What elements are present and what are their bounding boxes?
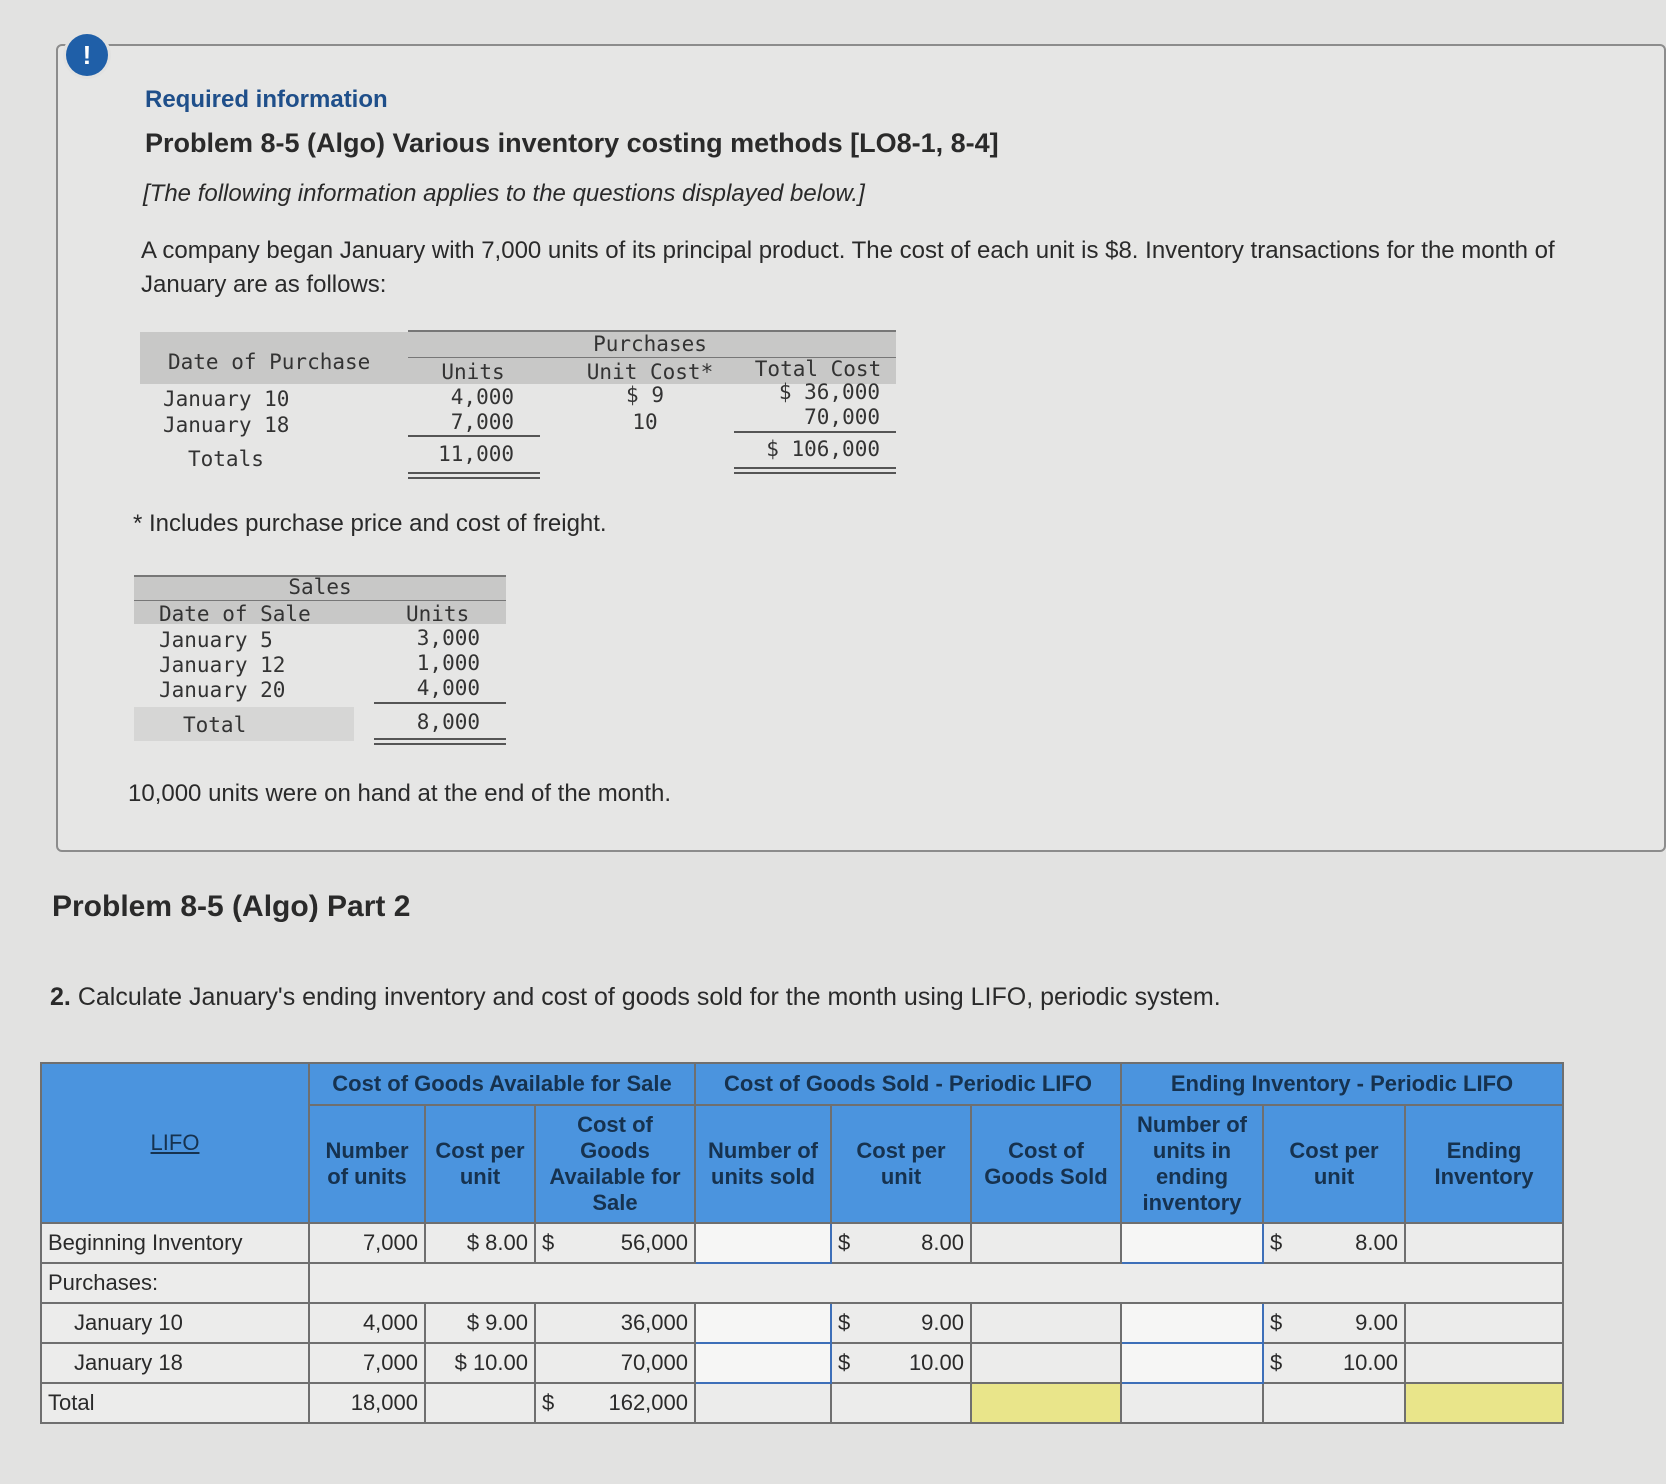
intro-text: A company began January with 7,000 units of its principal product. The cost of each unit is $8. Inventory transactions for the month of January are as follows: — [141, 237, 1555, 298]
col-cost-of-goods-sold: Cost of Goods Sold — [971, 1105, 1121, 1223]
sold-cost-cell — [831, 1343, 971, 1383]
table-row — [41, 1343, 1563, 1383]
purchase-row-units: 4,000 — [450, 385, 514, 409]
col-sold-cost-per-unit: Cost per unit — [831, 1105, 971, 1223]
purchases-group-header: Purchases — [593, 332, 707, 356]
cost-cell: $ 8.00 — [425, 1223, 535, 1263]
cogas-cell — [535, 1223, 695, 1263]
group-available-for-sale: Cost of Goods Available for Sale — [309, 1063, 695, 1105]
units-sold-input[interactable] — [695, 1303, 831, 1343]
cost-cell: $ 9.00 — [425, 1303, 535, 1343]
col-sales-units: Units — [406, 602, 470, 626]
col-date-of-sale: Date of Sale — [159, 602, 311, 626]
alert-icon: ! — [66, 34, 108, 76]
ending-inventory-cell — [1405, 1223, 1563, 1263]
lifo-header-cell — [41, 1063, 309, 1223]
row-label: January 10 — [41, 1303, 309, 1343]
purchase-row-total-cost: $ 36,000 — [778, 380, 880, 404]
cogas-cell: 70,000 — [535, 1343, 695, 1383]
sold-cost-total — [831, 1383, 971, 1423]
row-label: Total — [41, 1383, 309, 1423]
col-total-cost: Total Cost — [754, 357, 882, 381]
group-ending-inventory-periodic-lifo: Ending Inventory - Periodic LIFO — [1121, 1063, 1563, 1105]
table-row — [41, 1303, 1563, 1343]
purchase-row-date: January 18 — [163, 413, 290, 437]
dollar-sign: $ — [838, 1230, 851, 1255]
sold-cost-value: 8.00 — [921, 1230, 964, 1255]
question-text — [50, 983, 1221, 1012]
col-unit-cost: Unit Cost* — [586, 360, 714, 384]
units-cell: 18,000 — [309, 1383, 425, 1423]
question-body: Calculate January's ending inventory and cost of goods sold for the month using LIFO, periodic system. — [77, 983, 1221, 1011]
sale-row-units: 3,000 — [416, 626, 480, 650]
table-row — [41, 1263, 1563, 1303]
part-title: Problem 8-5 (Algo) Part 2 — [52, 890, 411, 923]
dollar-sign: $ — [542, 1230, 555, 1255]
ending-cost-cell — [1263, 1343, 1405, 1383]
required-information-label: Required information — [145, 86, 388, 113]
sold-cost-value: 10.00 — [908, 1350, 964, 1375]
table-row — [41, 1383, 1563, 1423]
dollar-sign: $ — [838, 1310, 851, 1335]
ending-cost-cell — [1263, 1223, 1405, 1263]
units-ending-input[interactable] — [1121, 1343, 1263, 1383]
units-cell: 7,000 — [309, 1343, 425, 1383]
col-date-of-purchase: Date of Purchase — [168, 350, 371, 374]
purchase-row-unit-cost: $ 9 — [626, 383, 664, 407]
col-units-in-ending-inventory: Number of units in ending inventory — [1121, 1105, 1263, 1223]
sold-cost-cell — [831, 1223, 971, 1263]
sale-row-units: 4,000 — [416, 676, 480, 700]
units-sold-input[interactable] — [695, 1343, 831, 1383]
sold-cost-cell — [831, 1303, 971, 1343]
lifo-link[interactable]: LIFO — [150, 1130, 200, 1155]
ending-inventory-cell — [1405, 1303, 1563, 1343]
cogs-cell — [971, 1303, 1121, 1343]
purchase-row-units: 7,000 — [450, 410, 514, 434]
cogas-value: 56,000 — [620, 1230, 688, 1255]
freight-footnote: * Includes purchase price and cost of freight. — [133, 510, 607, 537]
col-units: Units — [441, 360, 505, 384]
sale-row-date: January 20 — [159, 678, 286, 702]
units-cell: 7,000 — [309, 1223, 425, 1263]
ending-inventory-total-answer[interactable] — [1405, 1383, 1563, 1423]
purchases-totals-cost: $ 106,000 — [766, 437, 880, 461]
cost-cell — [425, 1383, 535, 1423]
sales-total-units: 8,000 — [416, 710, 480, 734]
units-cell: 4,000 — [309, 1303, 425, 1343]
cost-cell: $ 10.00 — [425, 1343, 535, 1383]
row-label: Beginning Inventory — [41, 1223, 309, 1263]
purchase-row-unit-cost: 10 — [632, 410, 658, 434]
ending-cost-cell — [1263, 1303, 1405, 1343]
problem-title: Problem 8-5 (Algo) Various inventory costing methods [LO8-1, 8-4] — [145, 128, 999, 158]
purchases-totals-units: 11,000 — [438, 442, 514, 466]
sales-total-label: Total — [183, 713, 247, 737]
dollar-sign: $ — [1270, 1310, 1283, 1335]
sales-group-header: Sales — [288, 575, 352, 599]
table-row — [41, 1223, 1563, 1263]
units-sold-input[interactable] — [695, 1223, 831, 1263]
sold-cost-value: 9.00 — [921, 1310, 964, 1335]
dollar-sign: $ — [542, 1390, 555, 1415]
cogas-cell — [535, 1383, 695, 1423]
lifo-worksheet-table — [40, 1062, 1564, 1424]
units-ending-total — [1121, 1383, 1263, 1423]
cogas-total: 162,000 — [608, 1390, 688, 1415]
question-number: 2. — [50, 983, 71, 1011]
dollar-sign: $ — [1270, 1350, 1283, 1375]
ending-cost-value: 10.00 — [1342, 1350, 1398, 1375]
col-cost-of-goods-available: Cost of Goods Available for Sale — [535, 1105, 695, 1223]
purchases-totals-label: Totals — [188, 447, 264, 471]
ending-cost-value: 9.00 — [1355, 1310, 1398, 1335]
col-number-of-units: Number of units — [309, 1105, 425, 1223]
ending-cost-total — [1263, 1383, 1405, 1423]
row-label: Purchases: — [41, 1263, 309, 1303]
units-sold-total — [695, 1383, 831, 1423]
ending-inventory-cell — [1405, 1343, 1563, 1383]
dollar-sign: $ — [1270, 1230, 1283, 1255]
sale-row-date: January 5 — [159, 628, 273, 652]
purchase-row-total-cost: 70,000 — [804, 405, 880, 429]
purchases-spacer — [309, 1263, 1563, 1303]
col-ending-cost-per-unit: Cost per unit — [1263, 1105, 1405, 1223]
dollar-sign: $ — [838, 1350, 851, 1375]
units-ending-input[interactable] — [1121, 1223, 1263, 1263]
ending-cost-value: 8.00 — [1355, 1230, 1398, 1255]
units-ending-input[interactable] — [1121, 1303, 1263, 1343]
cogs-total-answer[interactable] — [971, 1383, 1121, 1423]
applies-note: [The following information applies to the questions displayed below.] — [143, 180, 865, 207]
cogs-cell — [971, 1223, 1121, 1263]
col-cost-per-unit: Cost per unit — [425, 1105, 535, 1223]
purchase-row-date: January 10 — [163, 387, 290, 411]
sale-row-units: 1,000 — [416, 651, 480, 675]
on-hand-text: 10,000 units were on hand at the end of the month. — [128, 780, 672, 807]
col-ending-inventory: Ending Inventory — [1405, 1105, 1563, 1223]
row-label: January 18 — [41, 1343, 309, 1383]
col-number-of-units-sold: Number of units sold — [695, 1105, 831, 1223]
cogs-cell — [971, 1343, 1121, 1383]
sale-row-date: January 12 — [159, 653, 286, 677]
group-cogs-periodic-lifo: Cost of Goods Sold - Periodic LIFO — [695, 1063, 1121, 1105]
cogas-cell: 36,000 — [535, 1303, 695, 1343]
